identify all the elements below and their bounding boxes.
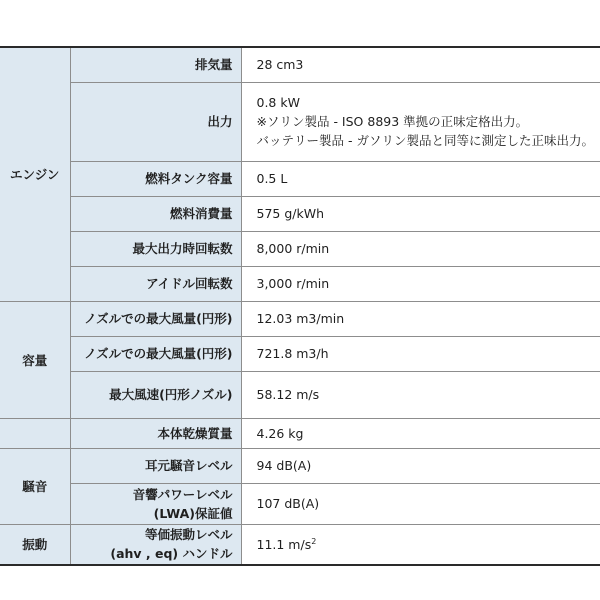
row-value-dry-weight: 4.26 kg	[241, 418, 600, 448]
table-row	[0, 196, 600, 231]
row-value-ear-noise: 94 dB(A)	[241, 448, 600, 483]
row-label-vibration-level	[70, 524, 241, 565]
table-row	[0, 336, 600, 371]
row-value-fuel-tank: 0.5 L	[241, 161, 600, 196]
row-label-output: 出力	[70, 82, 241, 161]
group-vibration: 振動	[0, 524, 70, 565]
table-row	[0, 266, 600, 301]
row-label-dry-weight: 本体乾燥質量	[70, 418, 241, 448]
row-label-ear-noise: 耳元騒音レベル	[70, 448, 241, 483]
row-label-max-airflow-2: ノズルでの最大風量(円形)	[70, 336, 241, 371]
table-row	[0, 483, 600, 524]
group-capacity: 容量	[0, 301, 70, 418]
table-row	[0, 82, 600, 161]
row-value-sound-power: 107 dB(A)	[241, 483, 600, 524]
row-label-max-airflow-1: ノズルでの最大風量(円形)	[70, 301, 241, 336]
output-value-line-1: 0.8 kW	[256, 95, 300, 110]
row-value-max-airflow-2: 721.8 m3/h	[241, 336, 600, 371]
row-value-idle-rpm: 3,000 r/min	[241, 266, 600, 301]
row-label-displacement: 排気量	[70, 47, 241, 82]
table-row	[0, 448, 600, 483]
vibration-value-superscript: 2	[311, 536, 317, 546]
table-row	[0, 161, 600, 196]
group-engine: エンジン	[0, 47, 70, 301]
row-value-max-air-speed: 58.12 m/s	[241, 371, 600, 418]
table-row	[0, 418, 600, 448]
output-value-line-2: ※ソリン製品 - ISO 8893 準拠の正味定格出力。	[256, 114, 529, 129]
vibration-value-text: 11.1 m/s	[256, 536, 312, 552]
table-row	[0, 524, 600, 565]
vibration-label-line-2: (ahv , eq) ハンドル	[110, 546, 233, 562]
sound-power-label-line-2: (LWA)保証値	[153, 505, 233, 521]
row-label-max-air-speed: 最大風速(円形ノズル)	[70, 371, 241, 418]
row-label-fuel-consumption: 燃料消費量	[70, 196, 241, 231]
group-noise: 騒音	[0, 448, 70, 524]
row-value-max-airflow-1: 12.03 m3/min	[241, 301, 600, 336]
vibration-label-line-1: 等価振動レベル	[144, 527, 233, 543]
row-label-sound-power	[70, 483, 241, 524]
table-row	[0, 231, 600, 266]
spec-table	[0, 46, 600, 566]
table-row	[0, 301, 600, 336]
table-row	[0, 47, 600, 82]
row-label-fuel-tank: 燃料タンク容量	[70, 161, 241, 196]
sound-power-label-line-1: 音響パワーレベル	[132, 486, 233, 502]
row-label-max-output-rpm: 最大出力時回転数	[70, 231, 241, 266]
output-value-line-3: バッテリー製品 - ガソリン製品と同等に測定した正味出力。	[256, 133, 594, 148]
row-value-displacement: 28 cm3	[241, 47, 600, 82]
table-row	[0, 371, 600, 418]
row-value-max-output-rpm: 8,000 r/min	[241, 231, 600, 266]
row-value-fuel-consumption: 575 g/kWh	[241, 196, 600, 231]
group-empty	[0, 418, 70, 448]
row-label-idle-rpm: アイドル回転数	[70, 266, 241, 301]
row-value-output	[241, 82, 600, 161]
row-value-vibration-level	[241, 524, 600, 565]
